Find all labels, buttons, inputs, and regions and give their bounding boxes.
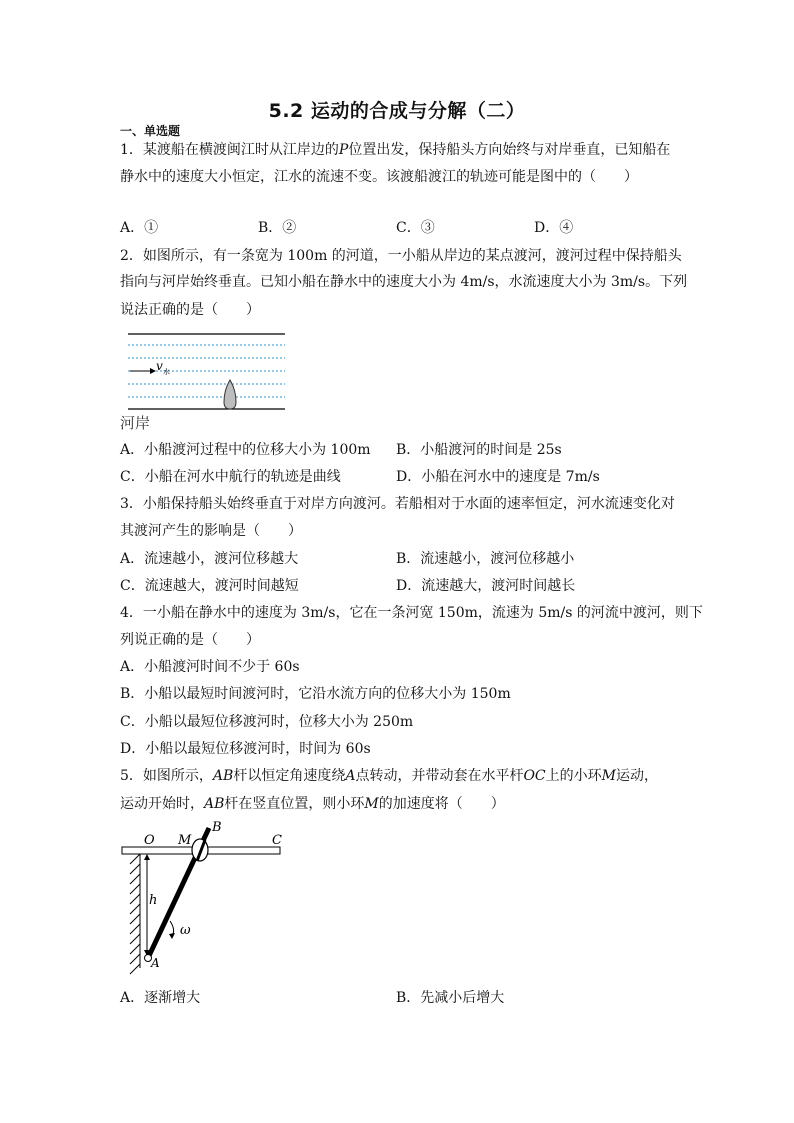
label-c: C <box>272 833 282 848</box>
q5-option-b[interactable]: B．先减小后增大 <box>396 990 505 1006</box>
q4-option-b[interactable]: B．小船以最短时间渡河时，它沿水流方向的位移大小为 150m <box>120 686 511 702</box>
q2-line-1: 2．如图所示，有一条宽为 100m 的河道，一小船从岸边的某点渡河，渡河过程中保持船头 <box>120 248 682 264</box>
q2-line-2: 指向与河岸始终垂直。已知小船在静水中的速度大小为 4m/s，水流速度大小为 3m/s。下列 <box>120 274 688 290</box>
river-figure <box>120 328 290 413</box>
q4-option-c[interactable]: C．小船以最短位移渡河时，位移大小为 250m <box>120 714 414 730</box>
label-a: A <box>151 956 160 970</box>
river-velocity-label: v <box>156 359 163 373</box>
q2-option-a[interactable]: A．小船渡河过程中的位移大小为 100m <box>120 442 371 458</box>
label-omega: ω <box>180 923 191 938</box>
q5-option-a[interactable]: A．逐渐增大 <box>120 990 201 1006</box>
q3-option-d[interactable]: D．流速越大，渡河时间越长 <box>396 578 576 594</box>
q3-option-a[interactable]: A．流速越小，渡河位移越大 <box>120 551 299 567</box>
q4-option-a[interactable]: A．小船渡河时间不少于 60s <box>120 659 300 675</box>
q1-option-a[interactable]: A．① <box>120 220 159 236</box>
q2-option-d[interactable]: D．小船在河水中的速度是 7m/s <box>396 469 600 485</box>
q2-option-b[interactable]: B．小船渡河的时间是 25s <box>396 442 562 458</box>
q1-line-1: 1．某渡船在横渡闽江时从江岸边的P位置出发，保持船头方向始终与对岸垂直，已知船在 <box>120 142 671 158</box>
label-o: O <box>144 833 155 848</box>
river-velocity-subscript: 水 <box>163 368 170 376</box>
q2-line-3: 说法正确的是（ ） <box>120 302 260 318</box>
page-title: 5.2 运动的合成与分解（二） <box>268 100 526 122</box>
q5-line-2: 运动开始时，AB杆在竖直位置，则小环M的加速度将（ ） <box>120 796 505 812</box>
river-bank-caption: 河岸 <box>120 414 151 432</box>
rod-ring-figure <box>118 818 298 978</box>
section-heading: 一、单选题 <box>120 124 181 138</box>
q1-option-b[interactable]: B．② <box>258 220 297 236</box>
q4-line-2: 列说正确的是（ ） <box>120 632 260 648</box>
q1-line-2: 静水中的速度大小恒定，江水的流速不变。该渡船渡江的轨迹可能是图中的（ ） <box>120 169 638 185</box>
q3-line-2: 其渡河产生的影响是（ ） <box>120 523 302 539</box>
label-m: M <box>178 833 192 848</box>
q1-option-d[interactable]: D．④ <box>534 220 574 236</box>
q2-option-c[interactable]: C．小船在河水中航行的轨迹是曲线 <box>120 469 341 485</box>
label-b: B <box>212 820 222 835</box>
q4-option-d[interactable]: D．小船以最短位移渡河时，时间为 60s <box>120 741 371 757</box>
label-h: h <box>149 893 158 908</box>
q3-option-c[interactable]: C．流速越大，渡河时间越短 <box>120 578 299 594</box>
q3-option-b[interactable]: B．流速越小，渡河位移越小 <box>396 551 575 567</box>
q1-option-c[interactable]: C．③ <box>396 220 435 236</box>
q3-line-1: 3．小船保持船头始终垂直于对岸方向渡河。若船相对于水面的速率恒定，河水流速变化对 <box>120 496 675 512</box>
q4-line-1: 4．一小船在静水中的速度为 3m/s，它在一条河宽 150m，流速为 5m/s 的河流中渡河，则下 <box>120 605 703 621</box>
q5-line-1: 5．如图所示，AB杆以恒定角速度绕A点转动，并带动套在水平杆OC上的小环M运动， <box>120 768 658 784</box>
